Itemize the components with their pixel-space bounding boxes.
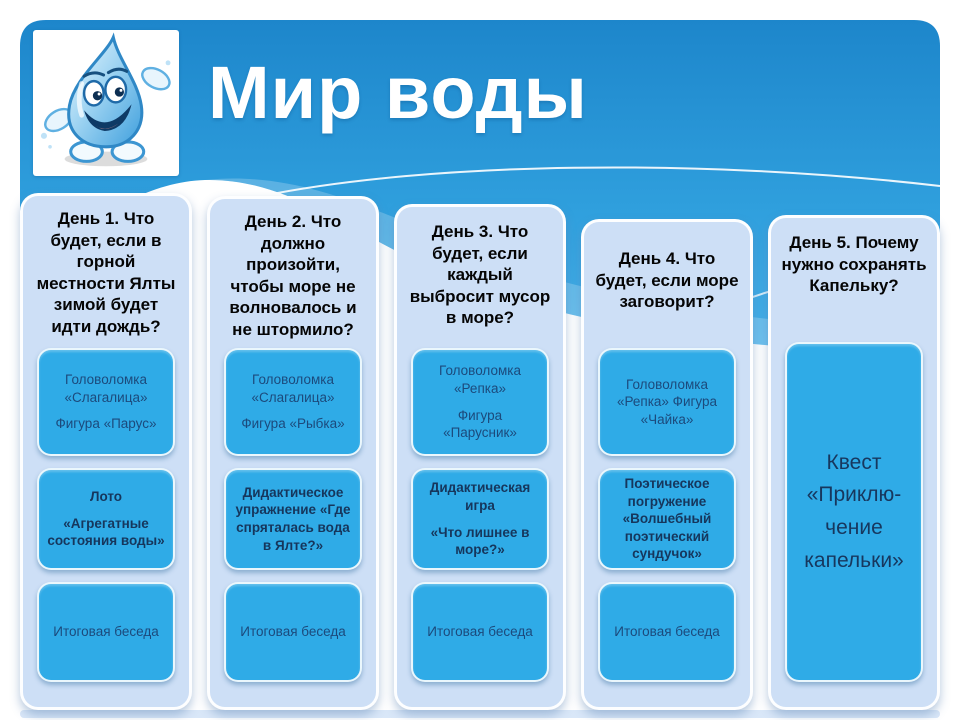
day-3-heading: День 3. Что будет, если каждый выбросит мусор в море? [409,222,551,328]
activity-text: Головоломка «Репка» [439,363,521,396]
day-5-quest-box [785,342,923,682]
day-1-activity-1 [37,348,175,456]
day-5-column [768,215,940,710]
day-1-heading: День 1. Что будет, если в горной местности Ялты зимой будет идти дождь? [36,209,176,336]
activity-text: Фигура «Парусник» [443,407,517,441]
day-4-activity-1 [598,348,736,456]
day-4-heading: День 4. Что будет, если море заговорит? [595,249,739,312]
activity-text: Итоговая беседа [427,624,533,640]
day-2-activity-1 [224,348,362,456]
day-1-activity-3 [37,582,175,682]
day-2-activity-3 [224,582,362,682]
activity-text: «Агрегатные состояния воды» [47,515,165,549]
activity-text: Фигура «Рыбка» [241,416,345,432]
day-5-heading: День 5. Почему нужно сохранять Капельку? [781,233,927,296]
activity-text: Головоломка «Слагалица» [251,372,335,405]
day-1-column [20,193,192,710]
mascot-image [33,30,179,176]
day-4-activity-2 [598,468,736,570]
day-2-activity-2 [224,468,362,570]
activity-text: Головоломка «Слагалица» [64,372,148,405]
activity-text: Головоломка «Репка» Фигура «Чайка» [616,376,718,427]
activity-text: Фигура «Парус» [55,416,157,432]
day-3-column [394,204,566,710]
activity-text: Дидактическое упражнение «Где спряталась вода в Ялте?» [235,484,351,553]
activity-text: Итоговая беседа [240,624,346,640]
day-2-heading: День 2. Что должно произойти, чтобы море не волновалось и не штормило? [229,212,357,339]
activity-text: Поэтическое погружение «Волшебный поэтический сундучок» [622,476,712,562]
activity-text: Итоговая беседа [53,624,159,640]
water-drop-mascot-icon [33,30,179,176]
day-3-activity-3 [411,582,549,682]
day-4-activity-3 [598,582,736,682]
activity-text: Дидактическая игра [429,480,531,513]
day-4-column [581,219,753,710]
activity-text: Лото [89,489,123,505]
day-2-column [207,196,379,710]
slide-title: Мир воды [208,51,588,134]
activity-text: Итоговая беседа [614,624,720,640]
day-3-activity-2 [411,468,549,570]
day-1-activity-2 [37,468,175,570]
activity-text: «Что лишнее в море?» [430,524,530,558]
activity-text: Квест «Приклю-чение капельки» [804,450,904,572]
day-3-activity-1 [411,348,549,456]
